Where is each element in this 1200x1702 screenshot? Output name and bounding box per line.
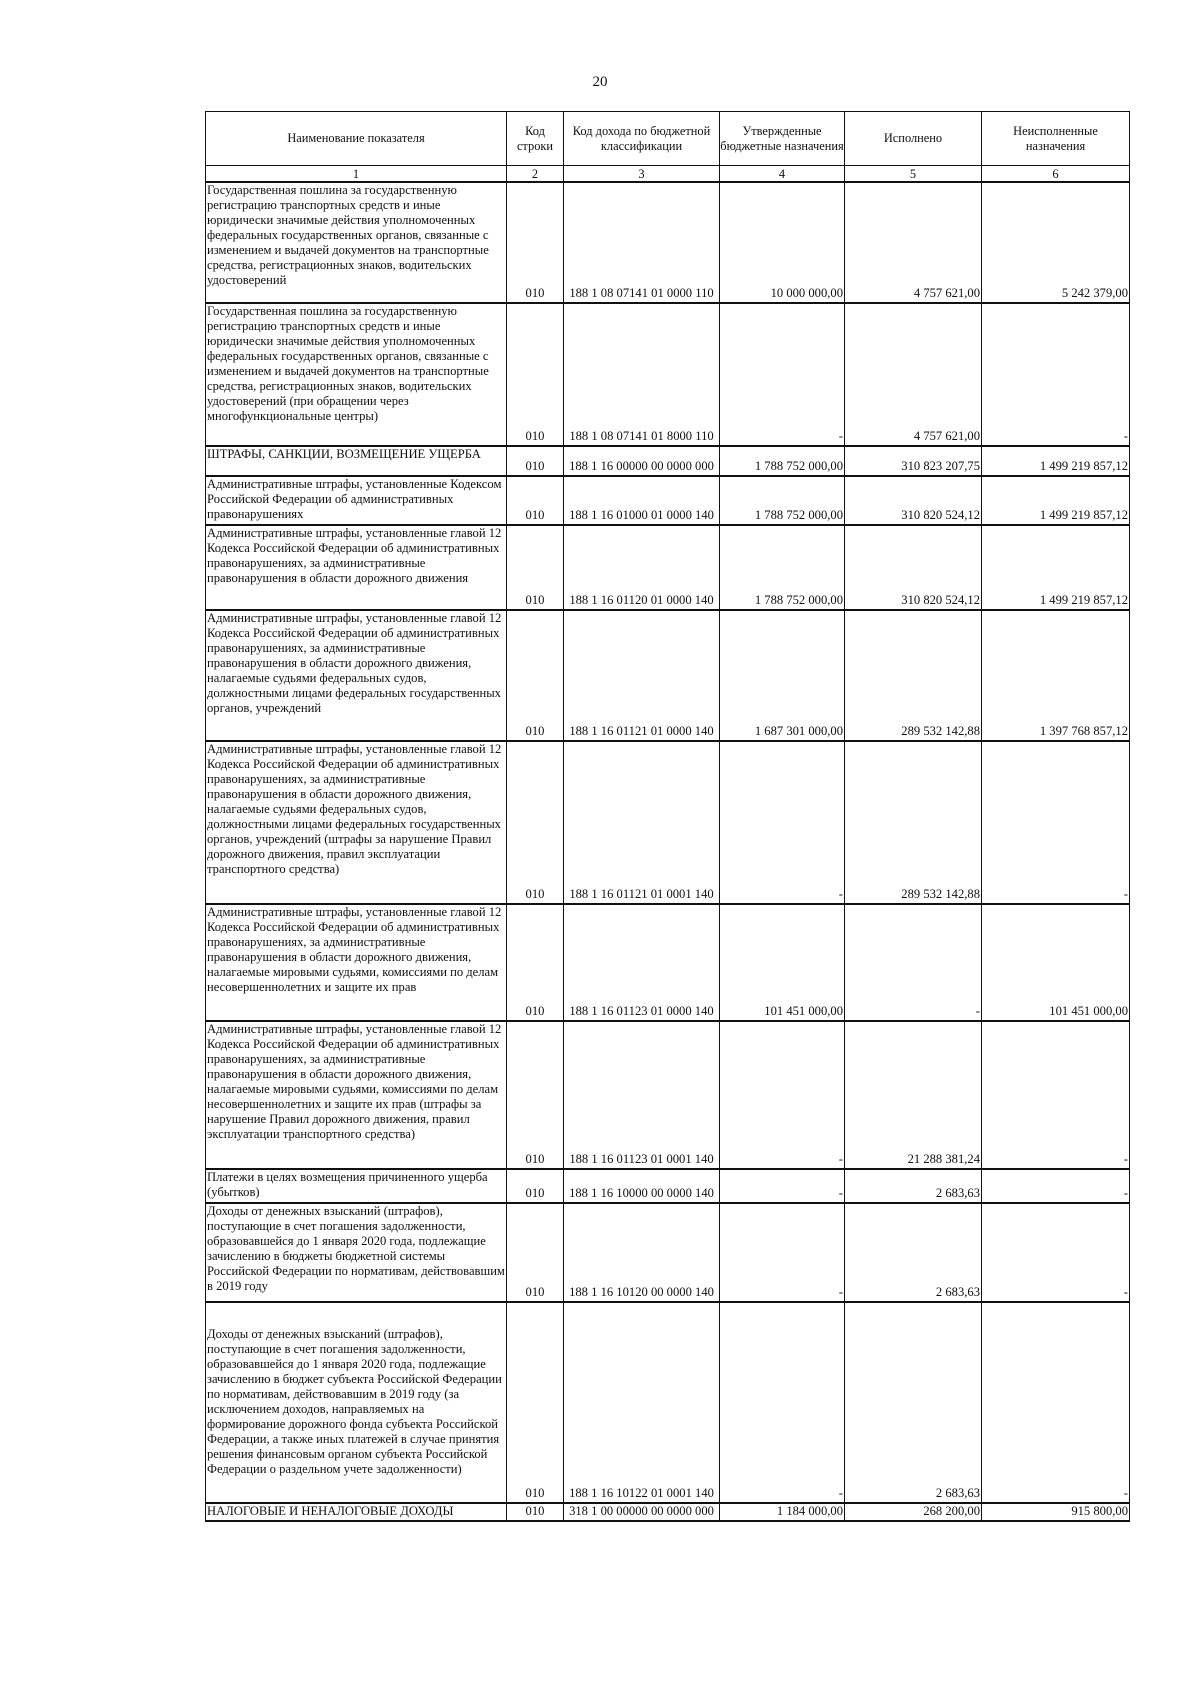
approved-amount: 101 451 000,00 [720,904,845,1021]
budget-code: 188 1 16 01000 01 0000 140 [564,476,720,525]
indicator-name: Административные штрафы, установленные главой 12 Кодекса Российской Федерации об административных правонарушениях, за административные правонарушения в области дорожного движения, налагаемые судьями федеральных судов, должностными лицами федеральных государственных органов, учреждений [206,610,507,741]
approved-amount: - [720,1021,845,1169]
approved-amount: 1 788 752 000,00 [720,525,845,610]
unexecuted-amount: 915 800,00 [982,1503,1130,1521]
budget-execution-table [205,111,1130,1522]
budget-code: 188 1 16 00000 00 0000 000 [564,446,720,476]
line-code: 010 [507,1169,564,1203]
header-unexecuted: Неисполненные назначения [982,112,1130,166]
budget-code: 188 1 16 01121 01 0000 140 [564,610,720,741]
line-code: 010 [507,741,564,904]
unexecuted-amount: - [982,1169,1130,1203]
executed-amount: 268 200,00 [845,1503,982,1521]
column-number: 6 [982,166,1130,183]
budget-code: 188 1 08 07141 01 8000 110 [564,303,720,446]
header-row [206,112,1130,166]
executed-amount: 310 823 207,75 [845,446,982,476]
executed-amount: 310 820 524,12 [845,525,982,610]
approved-amount: - [720,1169,845,1203]
unexecuted-amount: 5 242 379,00 [982,182,1130,303]
budget-code: 188 1 16 01121 01 0001 140 [564,741,720,904]
indicator-name: Административные штрафы, установленные Кодексом Российской Федерации об административных правонарушениях [206,476,507,525]
table-row [206,1503,1130,1521]
header-budget-code: Код дохода по бюджетной классификации [564,112,720,166]
approved-amount: - [720,1302,845,1503]
approved-amount: 1 687 301 000,00 [720,610,845,741]
indicator-name: Административные штрафы, установленные главой 12 Кодекса Российской Федерации об административных правонарушениях, за административные правонарушения в области дорожного движения, налагаемые мировыми судьями, комиссиями по делам несовершеннолетних и защите их прав (штрафы за нарушение Правил дорожного движения, правил эксплуатации транспортного средства) [206,1021,507,1169]
approved-amount: 1 788 752 000,00 [720,476,845,525]
unexecuted-amount: 1 499 219 857,12 [982,525,1130,610]
executed-amount: 310 820 524,12 [845,476,982,525]
table-row [206,1021,1130,1169]
header-executed: Исполнено [845,112,982,166]
table-row [206,904,1130,1021]
indicator-name: Административные штрафы, установленные главой 12 Кодекса Российской Федерации об административных правонарушениях, за административные правонарушения в области дорожного движения, налагаемые судьями федеральных судов, должностными лицами федеральных государственных органов, учреждений (штрафы за нарушение Правил дорожного движения, правил эксплуатации транспортного средства) [206,741,507,904]
table-row [206,1169,1130,1203]
approved-amount: 10 000 000,00 [720,182,845,303]
header-indicator-name: Наименование показателя [206,112,507,166]
line-code: 010 [507,182,564,303]
executed-amount: 4 757 621,00 [845,303,982,446]
unexecuted-amount: - [982,303,1130,446]
line-code: 010 [507,610,564,741]
column-number: 5 [845,166,982,183]
executed-amount: 21 288 381,24 [845,1021,982,1169]
indicator-name: Государственная пошлина за государственную регистрацию транспортных средств и иные юридически значимые действия уполномоченных федеральных государственных органов, связанные с изменением и выдачей документов на транспортные средства, регистрационных знаков, водительских удостоверений [206,182,507,303]
executed-amount: 2 683,63 [845,1169,982,1203]
page-number: 20 [592,74,608,90]
unexecuted-amount: 1 499 219 857,12 [982,446,1130,476]
executed-amount: 2 683,63 [845,1203,982,1302]
executed-amount: - [845,904,982,1021]
approved-amount: 1 184 000,00 [720,1503,845,1521]
executed-amount: 4 757 621,00 [845,182,982,303]
approved-amount: - [720,741,845,904]
approved-amount: - [720,303,845,446]
line-code: 010 [507,1203,564,1302]
indicator-name: Государственная пошлина за государственную регистрацию транспортных средств и иные юридически значимые действия уполномоченных федеральных государственных органов, связанные с изменением и выдачей документов на транспортные средства, регистрационных знаков, водительских удостоверений (при обращении через многофункциональные центры) [206,303,507,446]
unexecuted-amount: - [982,741,1130,904]
line-code: 010 [507,525,564,610]
unexecuted-amount: - [982,1302,1130,1503]
budget-code: 188 1 16 01123 01 0001 140 [564,1021,720,1169]
line-code: 010 [507,476,564,525]
table-row [206,446,1130,476]
budget-code: 188 1 16 01120 01 0000 140 [564,525,720,610]
indicator-name: Административные штрафы, установленные главой 12 Кодекса Российской Федерации об административных правонарушениях, за административные правонарушения в области дорожного движения, налагаемые мировыми судьями, комиссиями по делам несовершеннолетних и защите их прав [206,904,507,1021]
indicator-name: Доходы от денежных взысканий (штрафов), поступающие в счет погашения задолженности, образовавшейся до 1 января 2020 года, подлежащие зачислению в бюджет субъекта Российской Федерации по нормативам, действовавшим в 2019 году (за исключением доходов, направляемых на формирование дорожного фонда субъекта Российской Федерации, а также иных платежей в случае принятия решения финансовым органом субъекта Российской Федерации о раздельном учете задолженности) [206,1302,507,1503]
budget-code: 188 1 16 10120 00 0000 140 [564,1203,720,1302]
executed-amount: 2 683,63 [845,1302,982,1503]
executed-amount: 289 532 142,88 [845,741,982,904]
indicator-name: Платежи в целях возмещения причиненного ущерба (убытков) [206,1169,507,1203]
indicator-name: ШТРАФЫ, САНКЦИИ, ВОЗМЕЩЕНИЕ УЩЕРБА [206,446,507,476]
table-row [206,741,1130,904]
approved-amount: 1 788 752 000,00 [720,446,845,476]
line-code: 010 [507,904,564,1021]
column-number: 1 [206,166,507,183]
executed-amount: 289 532 142,88 [845,610,982,741]
budget-code: 188 1 08 07141 01 0000 110 [564,182,720,303]
unexecuted-amount: - [982,1203,1130,1302]
column-number: 2 [507,166,564,183]
indicator-name: НАЛОГОВЫЕ И НЕНАЛОГОВЫЕ ДОХОДЫ [206,1503,507,1521]
unexecuted-amount: 1 499 219 857,12 [982,476,1130,525]
table-row [206,525,1130,610]
unexecuted-amount: - [982,1021,1130,1169]
unexecuted-amount: 1 397 768 857,12 [982,610,1130,741]
budget-code: 188 1 16 01123 01 0000 140 [564,904,720,1021]
table-row [206,1302,1130,1503]
line-code: 010 [507,1021,564,1169]
table-row [206,610,1130,741]
line-code: 010 [507,303,564,446]
table-row [206,303,1130,446]
header-line-code: Код строки [507,112,564,166]
header-approved: Утвержденные бюджетные назначения [720,112,845,166]
budget-code: 188 1 16 10000 00 0000 140 [564,1169,720,1203]
line-code: 010 [507,446,564,476]
indicator-name: Административные штрафы, установленные главой 12 Кодекса Российской Федерации об административных правонарушениях, за административные правонарушения в области дорожного движения [206,525,507,610]
table-row [206,1203,1130,1302]
column-number-row [206,166,1130,183]
indicator-name: Доходы от денежных взысканий (штрафов), поступающие в счет погашения задолженности, образовавшейся до 1 января 2020 года, подлежащие зачислению в бюджеты бюджетной системы Российской Федерации по нормативам, действовавшим в 2019 году [206,1203,507,1302]
column-number: 4 [720,166,845,183]
budget-code: 318 1 00 00000 00 0000 000 [564,1503,720,1521]
budget-code: 188 1 16 10122 01 0001 140 [564,1302,720,1503]
line-code: 010 [507,1503,564,1521]
line-code: 010 [507,1302,564,1503]
table-row [206,476,1130,525]
unexecuted-amount: 101 451 000,00 [982,904,1130,1021]
column-number: 3 [564,166,720,183]
table-row [206,182,1130,303]
approved-amount: - [720,1203,845,1302]
